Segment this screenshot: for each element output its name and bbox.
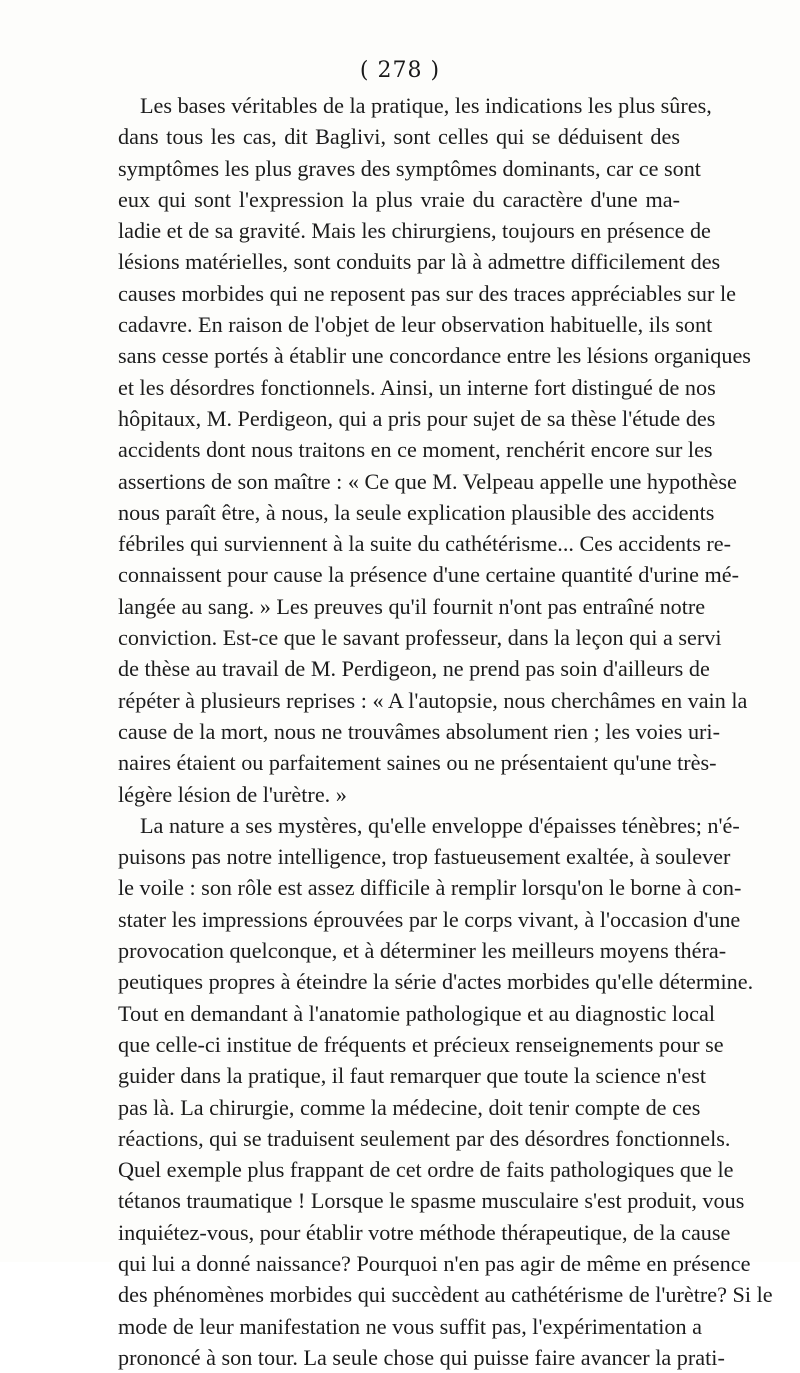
text-line: prononcé à son tour. La seule chose qui puisse faire avancer la prati- xyxy=(118,1344,725,1370)
text-line: accidents dont nous traitons en ce moment, renchérit encore sur les xyxy=(118,437,713,463)
text-line: puisons pas notre intelligence, trop fastueusement exaltée, à soulever xyxy=(118,844,731,870)
text-line: sans cesse portés à établir une concordance entre les lésions organiques xyxy=(118,343,751,369)
text-line: réactions, qui se traduisent seulement par des désordres fonctionnels. xyxy=(118,1125,731,1151)
text-line: mode de leur manifestation ne vous suffit pas, l'expérimentation a xyxy=(118,1313,703,1339)
text-line: de thèse au travail de M. Perdigeon, ne prend pas soin d'ailleurs de xyxy=(118,656,710,682)
text-line: qui lui a donné naissance? Pourquoi n'en pas agir de même en présence xyxy=(118,1250,751,1276)
page-number: ( 278 ) xyxy=(359,58,441,83)
text-line: dans tous les cas, dit Baglivi, sont celles qui se déduisent des xyxy=(118,124,680,150)
text-line: provocation quelconque, et à déterminer les meilleurs moyens théra- xyxy=(118,938,727,964)
paragraph-2 xyxy=(118,810,773,1373)
text-line: eux qui sont l'expression la plus vraie du caractère d'une ma- xyxy=(118,186,680,212)
text-line: pas là. La chirurgie, comme la médecine, doit tenir compte de ces xyxy=(118,1094,701,1120)
text-line: connaissent pour cause la présence d'une certaine quantité d'urine mé- xyxy=(118,562,739,588)
text-line: et les désordres fonctionnels. Ainsi, un interne fort distingué de nos xyxy=(118,374,716,400)
text-line: fébriles qui surviennent à la suite du cathétérisme... Ces accidents re- xyxy=(118,531,732,557)
text-line: cause de la mort, nous ne trouvâmes absolument rien ; les voies uri- xyxy=(118,718,720,744)
text-line: symptômes les plus graves des symptômes dominants, car ce sont xyxy=(118,155,701,181)
text-line: Quel exemple plus frappant de cet ordre de faits pathologiques que le xyxy=(118,1157,734,1183)
text-line: des phénomènes morbides qui succèdent au cathétérisme de l'urètre? Si le xyxy=(118,1282,773,1308)
text-line: le voile : son rôle est assez difficile à remplir lorsqu'on le borne à con- xyxy=(118,875,742,901)
text-line: lésions matérielles, sont conduits par là à admettre difficilement des xyxy=(118,249,721,275)
paragraph-1 xyxy=(118,90,751,810)
text-line: guider dans la pratique, il faut remarquer que toute la science n'est xyxy=(118,1063,707,1089)
text-line: répéter à plusieurs reprises : « A l'autopsie, nous cherchâmes en vain la xyxy=(118,687,748,713)
text-line: langée au sang. » Les preuves qu'il fournit n'ont pas entraîné notre xyxy=(118,593,706,619)
text-line: que celle-ci institue de fréquents et précieux renseignements pour se xyxy=(118,1031,724,1057)
text-line: tétanos traumatique ! Lorsque le spasme musculaire s'est produit, vous xyxy=(118,1188,745,1214)
text-line: assertions de son maître : « Ce que M. Velpeau appelle une hypothèse xyxy=(118,468,737,494)
text-line: légère lésion de l'urètre. » xyxy=(118,781,347,807)
text-line: naires étaient ou parfaitement saines ou ne présentaient qu'une très- xyxy=(118,750,717,776)
text-line: La nature a ses mystères, qu'elle enveloppe d'épaisses ténèbres; n'é- xyxy=(140,812,740,838)
body-text xyxy=(118,90,773,1373)
text-line: Tout en demandant à l'anatomie pathologique et au diagnostic local xyxy=(118,1000,716,1026)
text-line: stater les impressions éprouvées par le corps vivant, à l'occasion d'une xyxy=(118,906,741,932)
text-line: conviction. Est-ce que le savant professeur, dans la leçon qui a servi xyxy=(118,625,722,651)
text-line: Les bases véritables de la pratique, les indications les plus sûres, xyxy=(140,93,712,118)
text-line: cadavre. En raison de l'objet de leur observation habituelle, ils sont xyxy=(118,312,713,338)
text-line: peutiques propres à éteindre la série d'actes morbides qu'elle détermine. xyxy=(118,969,754,995)
text-line: inquiétez-vous, pour établir votre méthode thérapeutique, de la cause xyxy=(118,1219,731,1245)
text-line: nous paraît être, à nous, la seule explication plausible des accidents xyxy=(118,499,715,525)
text-line: ladie et de sa gravité. Mais les chirurgiens, toujours en présence de xyxy=(118,218,711,244)
text-line: hôpitaux, M. Perdigeon, qui a pris pour sujet de sa thèse l'étude des xyxy=(118,405,716,431)
text-line: causes morbides qui ne reposent pas sur des traces appréciables sur le xyxy=(118,280,736,306)
